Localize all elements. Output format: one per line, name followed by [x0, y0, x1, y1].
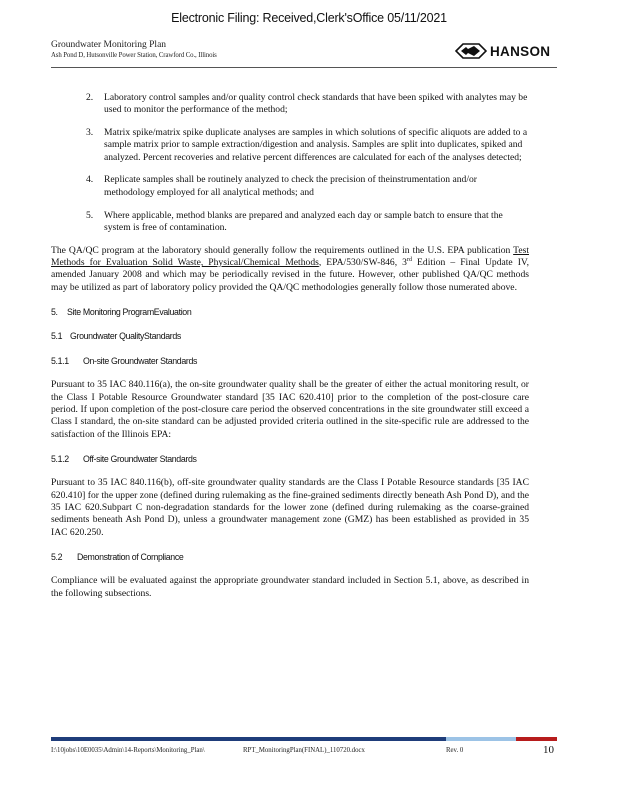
header-rule — [51, 67, 557, 68]
section-number: 5.1.2 — [51, 453, 69, 464]
page-body — [51, 92, 529, 612]
list-item — [51, 174, 529, 199]
logo-text: HANSON — [490, 43, 551, 59]
qaqc-publication-title: Test Methods for Evaluation Solid Waste, Physical/Chemical Methods — [51, 244, 529, 268]
footer-color-bar — [51, 737, 557, 741]
footer-bar-navy — [51, 737, 446, 741]
list-text: Where applicable, method blanks are prepared and analyzed each day or sample batch to ensure that the system is free of contamination. — [104, 209, 503, 233]
header-title: Groundwater Monitoring Plan — [51, 40, 167, 50]
list-number: 3. — [86, 127, 94, 139]
qaqc-paragraph — [51, 245, 529, 294]
page-number: 10 — [543, 744, 554, 756]
qaqc-ordinal: rd — [406, 256, 412, 263]
section-number: 5.2 — [51, 551, 63, 562]
list-item — [51, 210, 529, 235]
section-5-heading — [51, 306, 529, 318]
section-number: 5.1 — [51, 331, 63, 342]
section-5-2-text: Compliance will be evaluated against the appropriate groundwater standard included in Section 5.1, above, as described in the following subsections. — [51, 575, 529, 599]
section-5-1-heading — [51, 330, 529, 342]
list-number: 5. — [86, 209, 94, 221]
section-title: Off-site Groundwater Standards — [83, 453, 197, 464]
section-title: Site Monitoring ProgramEvaluation — [67, 306, 192, 317]
section-5-1-1-heading — [51, 355, 529, 367]
section-5-1-1-text: Pursuant to 35 IAC 840.116(a), the on-site groundwater quality shall be the greater of either the actual monitoring result, or the Class I Potable Resource Groundwater standard [35 IAC 620.410] prior to the completion of the post-closure care period. If upon completion of the post-closure care period the observed concentrations in the site groundwater still exceed a Class I standard, the on-site standard can be adjusted provided criteria outlined in the site-specific rule are addressed to the satisfaction of the Illinois EPA: — [51, 379, 529, 440]
section-number: 5.1.1 — [51, 355, 69, 366]
section-5-1-2-text: Pursuant to 35 IAC 840.116(b), off-site groundwater quality standards are the Class I Potable Resource standards [35 IAC 620.410] for the upper zone (defined during rulemaking as the fine-grained sediments directly beneath Ash Pond D), and the 35 IAC 620.Subpart C non-degradation standards for the lower zone (defined during rulemaking as the coarse-grained sediments beneath Ash Pond D), unless a groundwater management zone (GMZ) has been established as provided in 35 IAC 620.250. — [51, 477, 529, 538]
hanson-logo — [455, 41, 550, 61]
section-5-1-2-heading — [51, 453, 529, 465]
section-title: On-site Groundwater Standards — [83, 355, 198, 366]
section-number: 5. — [51, 306, 58, 317]
list-text: Matrix spike/matrix spike duplicate analyses are samples in which solutions of specific aliquots are added to a sample matrix prior to sample extraction/digestion and analysis. Samples are split into duplicates, spiked and analyzed. Percent recoveries and relative percent differences are calculated for each of the analyses detected; — [104, 127, 528, 163]
section-title: Groundwater QualityStandards — [70, 331, 181, 342]
footer-bar-red — [516, 737, 557, 741]
section-5-2-heading — [51, 551, 529, 563]
header-subtitle: Ash Pond D, Hutsonville Power Station, Crawford Co., Illinois — [51, 52, 217, 59]
footer-revision: Rev. 0 — [446, 747, 464, 754]
qaqc-mid: , EPA/530/SW-846, 3 — [318, 256, 407, 268]
qaqc-tail: Edition – Final Update IV, amended January 2008 and which may be periodically revised in the future. However, other published QA/QC methods may be utilized as part of laboratory policy provided the QA/QC methodologies generally follow those numerated above. — [51, 256, 530, 293]
qc-list — [51, 92, 529, 234]
footer-bar-lightblue — [446, 737, 516, 741]
section-title: Demonstration of Compliance — [77, 551, 184, 562]
list-text: Replicate samples shall be routinely analyzed to check the precision of theinstrumentation and/or methodology employed for all analytical methods; and — [104, 174, 477, 198]
footer-path: I:\10jobs\10E0035\Admin\14-Reports\Monitoring_Plan\ — [51, 747, 205, 754]
list-item — [51, 127, 529, 164]
qaqc-lead: The QA/QC program at the laboratory should generally follow the requirements outlined in the U.S. EPA publication — [51, 244, 514, 256]
list-number: 2. — [86, 92, 94, 103]
footer-filename: RPT_MonitoringPlan(FINAL)_110720.docx — [243, 747, 365, 754]
filing-stamp: Electronic Filing: Received,Clerk'sOffice 05/11/2021 — [171, 11, 447, 25]
list-text: Laboratory control samples and/or quality control check standards that have been spiked with analytes may be used to monitor the performance of the method; — [104, 92, 528, 116]
hanson-mark-icon — [455, 42, 487, 60]
list-item — [51, 92, 529, 117]
list-number: 4. — [86, 174, 94, 186]
